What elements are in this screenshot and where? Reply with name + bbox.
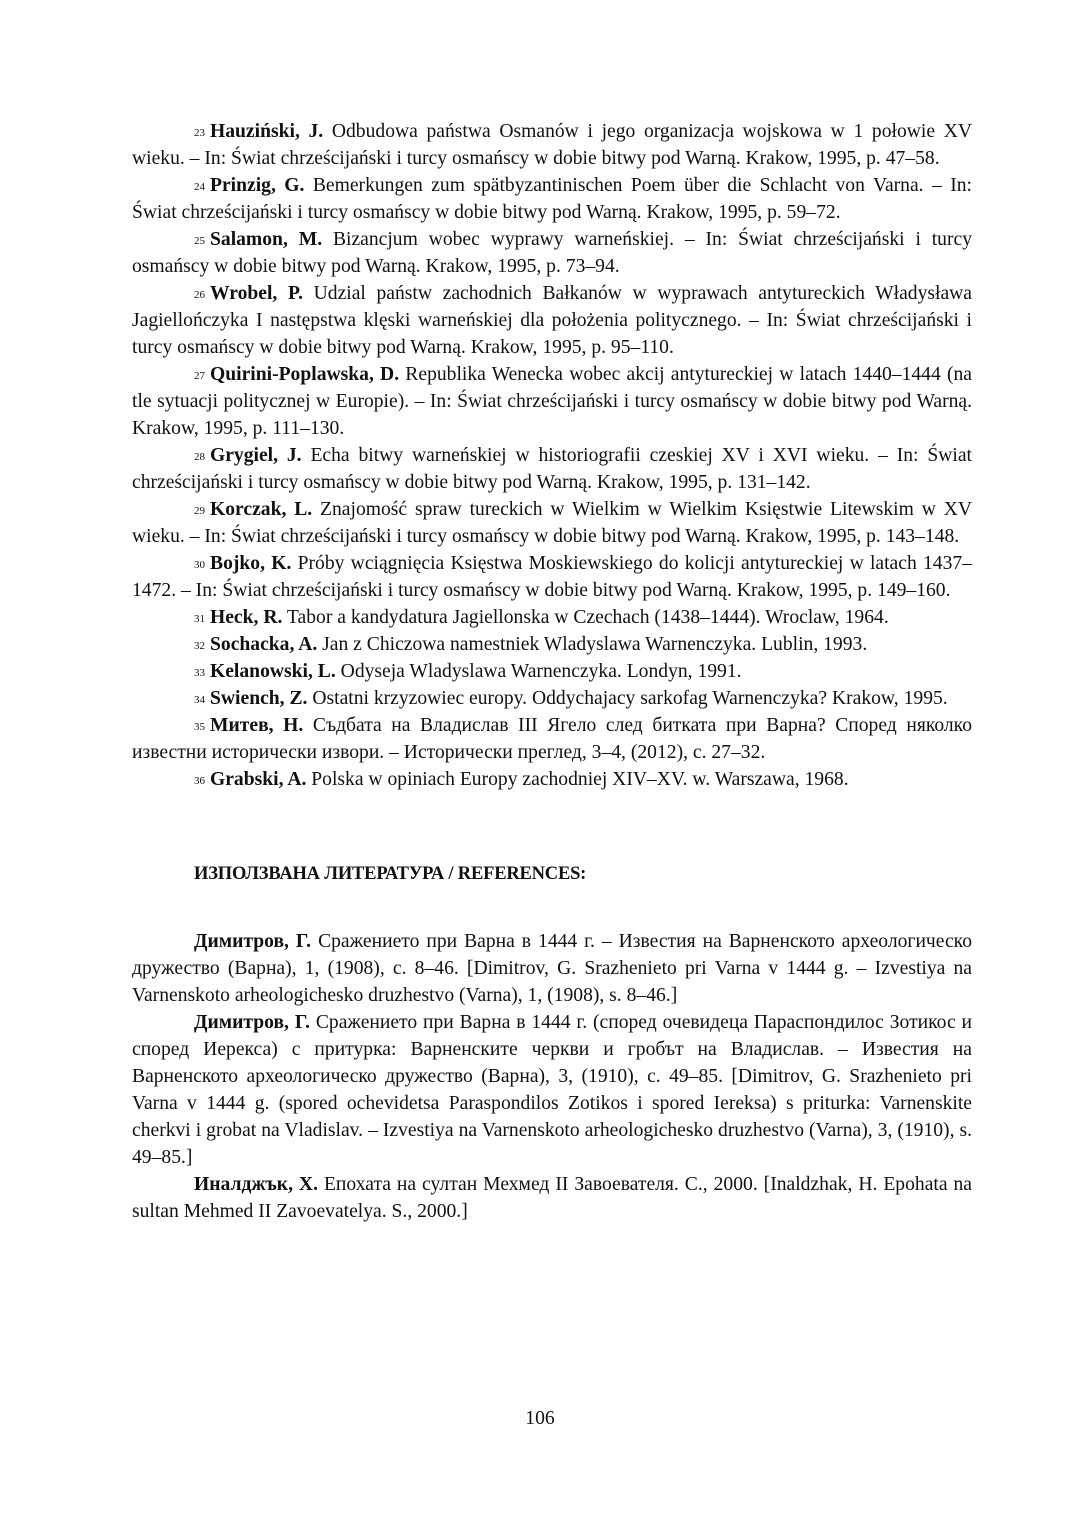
reference-entry: [132, 1171, 972, 1225]
footnote-text: Znajomość spraw tureckich w Wielkim w Wielkim Księstwie Litewskim w XV wieku. – In: Świat chrześcijański i turcy osmańscy w dobie bitwy pod Warną. Krakow, 1995, p. 143–148.: [132, 499, 972, 547]
footnote-text: Polska w opiniach Europy zachodniej XIV–XV. w. Warszawa, 1968.: [306, 769, 849, 790]
footnote-author: Митев, Н.: [210, 715, 304, 736]
footnote: [132, 280, 972, 361]
footnote-text: Odyseja Wladyslawa Warnenczyka. Londyn, 1991.: [335, 661, 742, 682]
footnote-number: 30: [194, 559, 205, 571]
footnote-author: Wrobel, P.: [210, 283, 304, 304]
footnote: [132, 712, 972, 766]
footnote-text: Próby wciągnięcia Księstwa Moskiewskiego do kolicji antytureckiej w latach 1437–1472. – In: Świat chrześcijański i turcy osmańscy w dobie bitwy pod Warną. Krakow, 1995, p. 149–160.: [132, 553, 972, 601]
footnote-number: 28: [194, 451, 205, 463]
footnote: [132, 658, 972, 685]
references-heading: ИЗПОЛЗВАНА ЛИТЕРАТУРА / REFERENCES:: [194, 864, 587, 884]
footnote-number: 36: [194, 775, 205, 787]
footnote-author: Quirini-Poplawska, D.: [210, 364, 400, 385]
footnote-number: 29: [194, 505, 205, 517]
footnote-number: 35: [194, 721, 205, 733]
footnote-text: Bizancjum wobec wyprawy warneńskiej. – In: Świat chrześcijański i turcy osmańscy w dobie bitwy pod Warną. Krakow, 1995, p. 73–94.: [132, 229, 972, 277]
footnote-author: Prinzig, G.: [210, 175, 305, 196]
footnote-author: Bojko, K.: [210, 553, 292, 574]
reference-text: Епохата на султан Мехмед II Завоевателя. С., 2000. [Inaldzhak, H. Epohata na sultan Mehmed II Zavoevatelya. S., 2000.]: [132, 1174, 972, 1222]
reference-author: Иналджък, Х.: [194, 1174, 318, 1195]
footnote-text: Jan z Chiczowa namestniek Wladyslawa Warnenczyka. Lublin, 1993.: [317, 634, 868, 655]
footnote-text: Съдбата на Владислав III Ягело след битката при Варна? Според няколко известни исторически извори. – Исторически преглед, 3–4, (2012), с. 27–32.: [132, 715, 973, 763]
references-list: [132, 928, 972, 1225]
footnote-author: Swiench, Z.: [210, 688, 308, 709]
footnote-number: 25: [194, 235, 205, 247]
footnote-text: Echa bitwy warneńskiej w historiografii czeskiej XV i XVI wieku. – In: Świat chrześcijański i turcy osmańscy w dobie bitwy pod Warną. Krakow, 1995, p. 131–142.: [132, 445, 972, 493]
footnote-number: 26: [194, 289, 205, 301]
footnote: [132, 172, 972, 226]
reference-author: Димитров, Г.: [194, 1012, 310, 1033]
footnote-number: 31: [194, 613, 205, 625]
footnote-number: 23: [194, 127, 205, 139]
footnote: [132, 631, 972, 658]
footnote-author: Salamon, M.: [210, 229, 323, 250]
reference-entry: [132, 928, 972, 1009]
footnote-author: Heck, R.: [210, 607, 283, 628]
footnote-author: Grygiel, J.: [210, 445, 302, 466]
reference-author: Димитров, Г.: [194, 931, 312, 952]
footnote: [132, 442, 972, 496]
footnote: [132, 226, 972, 280]
footnote: [132, 685, 972, 712]
footnote-text: Odbudowa państwa Osmanów i jego organizacja wojskowa w 1 połowie XV wieku. – In: Świat chrześcijański i turcy osmańscy w dobie bitwy pod Warną. Krakow, 1995, p. 47–58.: [132, 121, 973, 169]
footnote-author: Sochacka, A.: [210, 634, 318, 655]
footnote: [132, 766, 972, 793]
footnote-text: Udzial państw zachodnich Bałkanów w wyprawach antytureckich Władysława Jagiellończyka I następstwa klęski warneńskiej dla położenia politycznego. – In: Świat chrześcijański i turcy osmańscy w dobie bitwy pod Warną. Krakow, 1995, p. 95–110.: [132, 283, 972, 358]
footnote: [132, 550, 972, 604]
reference-text: Сражението при Варна в 1444 г. – Известия на Варненското археологическо дружество (Варна), 1, (1908), с. 8–46. [Dimitrov, G. Srazhenieto pri Varna v 1444 g. – Izvestiya na Varnenskoto arheologichesko druzhestvo (Varna), 1, (1908), s. 8–46.]: [132, 931, 972, 1006]
footnote-text: Republika Wenecka wobec akcij antytureckiej w latach 1440–1444 (na tle sytuacji politycznej w Europie). – In: Świat chrześcijański i turcy osmańscy w dobie bitwy pod Warną. Krakow, 1995, p. 111–130.: [132, 364, 972, 439]
footnote-number: 32: [194, 640, 205, 652]
footnote-text: Bemerkungen zum spätbyzantinischen Poem über die Schlacht von Varna. – In: Świat chrześcijański i turcy osmańscy w dobie bitwy pod Warną. Krakow, 1995, p. 59–72.: [132, 175, 972, 223]
footnotes: [132, 118, 972, 793]
footnote: [132, 118, 972, 172]
footnote-author: Hauziński, J.: [210, 121, 324, 142]
reference-entry: [132, 1009, 972, 1171]
reference-text: Сражението при Варна в 1444 г. (според очевидеца Параспондилос Зотикос и според Иерекса) с притурка: Варненските черкви и гробът на Владислав. – Известия на Варненското археологическо дружество (Варна), 3, (1910), с. 49–85. [Dimitrov, G. Srazhenieto pri Varna v 1444 g. (spored ochevidetsa Paraspondilos Zotikos i spored Iereksa) s priturka: Varnenskite cherkvi i grobat na Vladislav. – Izvestiya na Varnenskoto arheologichesko druzhestvo (Varna), 3, (1910), s. 49–85.]: [132, 1012, 972, 1168]
footnote-number: 24: [194, 181, 205, 193]
footnote-number: 27: [194, 370, 205, 382]
footnote: [132, 496, 972, 550]
footnote-author: Korczak, L.: [210, 499, 313, 520]
footnote: [132, 361, 972, 442]
content: [132, 118, 972, 1225]
footnote: [132, 604, 972, 631]
footnote-number: 33: [194, 667, 205, 679]
footnote-text: Ostatni krzyzowiec europy. Oddychajacy sarkofag Warnenczyka? Krakow, 1995.: [307, 688, 948, 709]
page-number: 106: [525, 1408, 555, 1429]
footnote-author: Grabski, A.: [210, 769, 307, 790]
footnote-text: Tabor a kandydatura Jagiellonska w Czechach (1438–1444). Wroclaw, 1964.: [282, 607, 889, 628]
footnote-number: 34: [194, 694, 205, 706]
footnote-author: Kelanowski, L.: [210, 661, 336, 682]
